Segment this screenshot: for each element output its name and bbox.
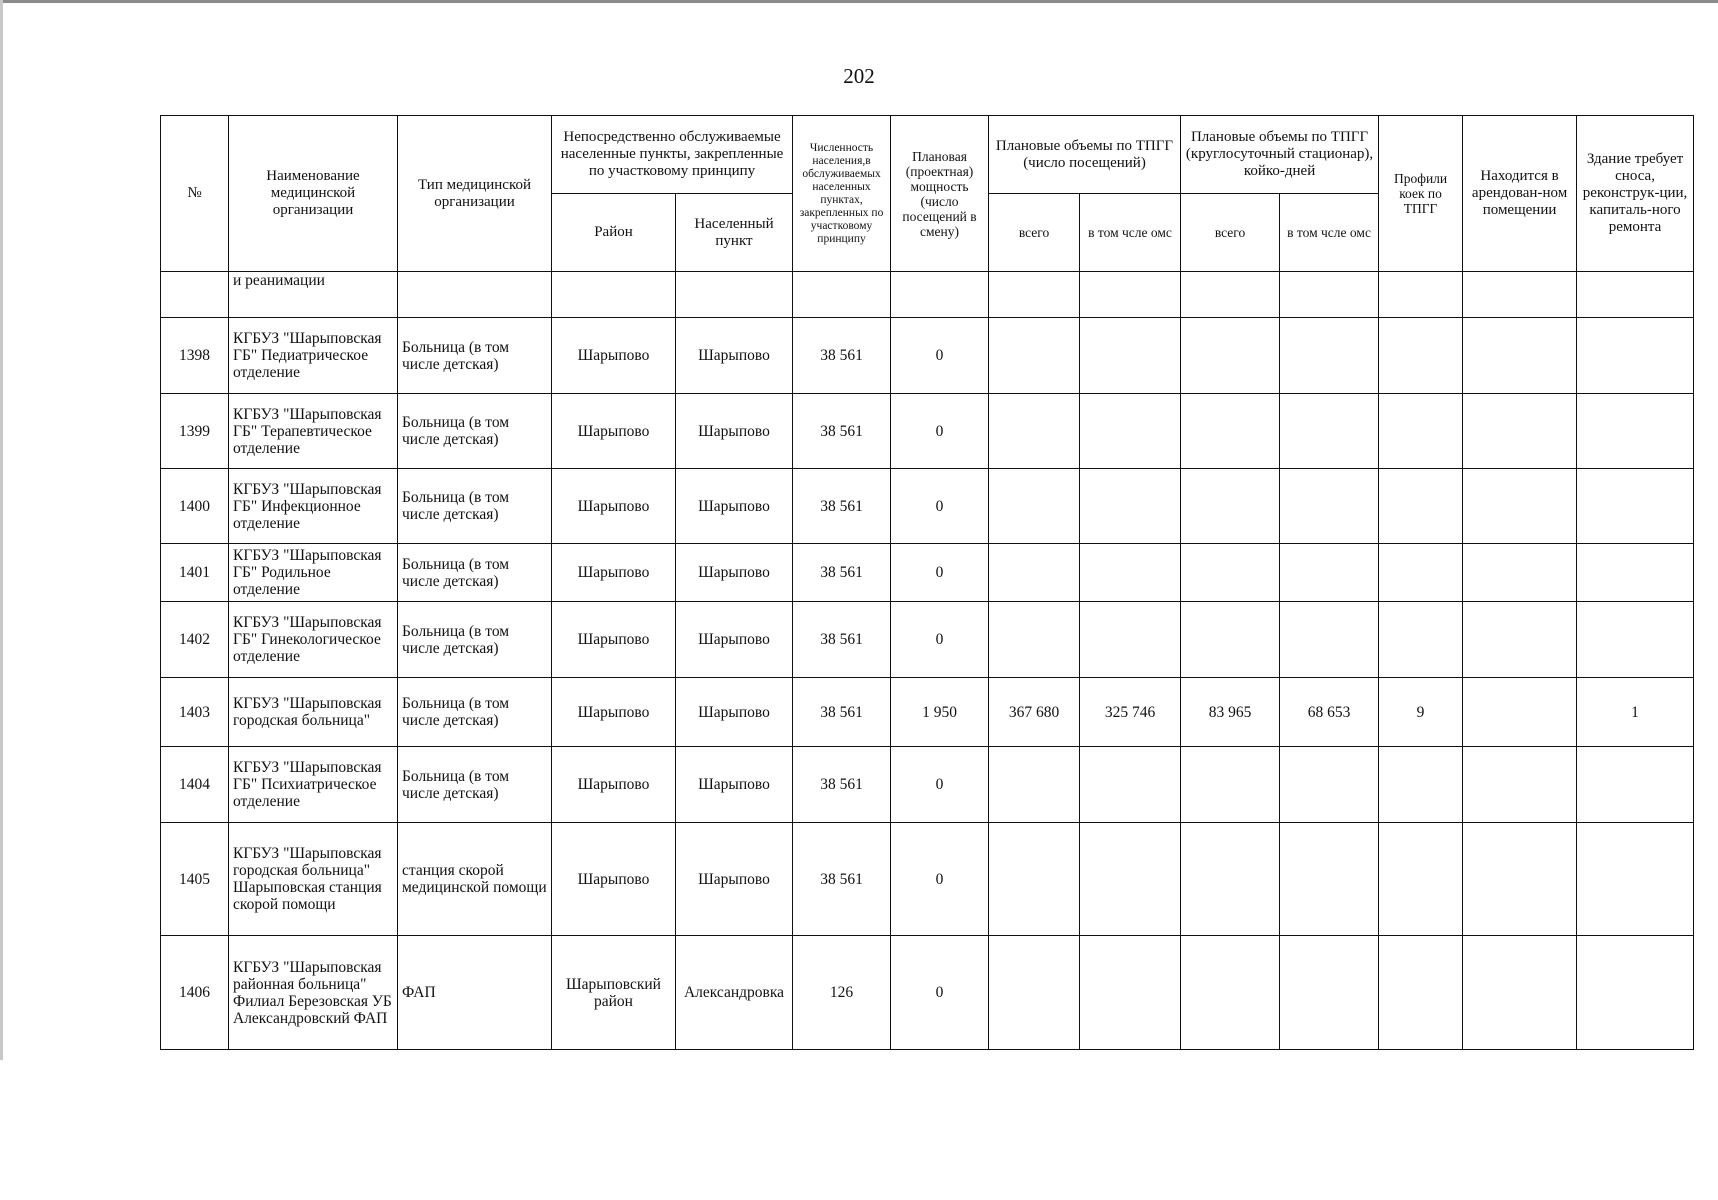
table-row: [161, 544, 1694, 602]
cell-beds-oms: [1280, 544, 1379, 602]
header-district: Район: [552, 194, 676, 272]
cell-population: 38 561: [793, 318, 891, 394]
cell-num: 1401: [161, 544, 229, 602]
table-header: [161, 116, 1694, 272]
header-name: Наименование медицинской организации: [229, 116, 398, 272]
continuation-row: [161, 272, 1694, 318]
header-num: №: [161, 116, 229, 272]
cell-settlement: Александровка: [676, 936, 793, 1050]
cell-capacity: 1 950: [891, 678, 989, 747]
cell-type: ФАП: [398, 936, 552, 1050]
cell-district: Шарыпово: [552, 678, 676, 747]
cell-district: Шарыпово: [552, 823, 676, 936]
cell-num: 1405: [161, 823, 229, 936]
cell-type: Больница (в том числе детская): [398, 394, 552, 469]
cell-visits-total: 367 680: [989, 678, 1080, 747]
cell-population: 38 561: [793, 394, 891, 469]
cell-settlement: Шарыпово: [676, 469, 793, 544]
cell-rented: [1463, 823, 1577, 936]
cell-rented: [1463, 318, 1577, 394]
cell-type: Больница (в том числе детская): [398, 678, 552, 747]
header-rented: Находится в арендован-ном помещении: [1463, 116, 1577, 272]
cell-profiles: [1379, 602, 1463, 678]
cell-capacity: 0: [891, 823, 989, 936]
cell-num: 1403: [161, 678, 229, 747]
cell-capacity: 0: [891, 602, 989, 678]
cell-demolition: [1577, 394, 1694, 469]
cell-profiles: [1379, 936, 1463, 1050]
table-row: [161, 823, 1694, 936]
table-row: [161, 318, 1694, 394]
cell-demolition: [1577, 823, 1694, 936]
cell-profiles: [1379, 544, 1463, 602]
cell-beds-total: [1181, 394, 1280, 469]
cell-population: 38 561: [793, 544, 891, 602]
cell-beds-total: [1181, 823, 1280, 936]
cell-demolition: [1577, 602, 1694, 678]
cell-settlement: Шарыпово: [676, 678, 793, 747]
cell-num: 1399: [161, 394, 229, 469]
cell-beds-total: 83 965: [1181, 678, 1280, 747]
table-row: [161, 936, 1694, 1050]
table-body: [161, 272, 1694, 1050]
cell-demolition: [1577, 469, 1694, 544]
header-visits-total: всего: [989, 194, 1080, 272]
cell-num: 1398: [161, 318, 229, 394]
cell-settlement: Шарыпово: [676, 823, 793, 936]
cell-profiles: [1379, 823, 1463, 936]
cell-name: КГБУЗ "Шарыповская ГБ" Педиатрическое отделение: [229, 318, 398, 394]
header-type: Тип медицинской организации: [398, 116, 552, 272]
cell-settlement: Шарыпово: [676, 394, 793, 469]
cell-population: 38 561: [793, 747, 891, 823]
cell-capacity: 0: [891, 394, 989, 469]
cell-visits-oms: [1080, 602, 1181, 678]
page-number: 202: [843, 64, 875, 88]
cell-visits-oms: [1080, 318, 1181, 394]
cell-rented: [1463, 469, 1577, 544]
cell-beds-oms: 68 653: [1280, 678, 1379, 747]
cell-type: Больница (в том числе детская): [398, 318, 552, 394]
header-beds-group: Плановые объемы по ТПГГ (круглосуточный стационар), койко-дней: [1181, 116, 1379, 194]
cell-district: Шарыпово: [552, 469, 676, 544]
cell-settlement: Шарыпово: [676, 544, 793, 602]
cell-visits-total: [989, 602, 1080, 678]
cell-capacity: 0: [891, 747, 989, 823]
cell-district: Шарыпово: [552, 602, 676, 678]
cell-type: Больница (в том числе детская): [398, 602, 552, 678]
cell-district: Шарыпово: [552, 544, 676, 602]
table-row: [161, 469, 1694, 544]
cell-demolition: [1577, 544, 1694, 602]
cell-population: 38 561: [793, 469, 891, 544]
table-row: [161, 747, 1694, 823]
cell-demolition: 1: [1577, 678, 1694, 747]
cell-demolition: [1577, 747, 1694, 823]
cell-district: Шарыпово: [552, 394, 676, 469]
cell-population: 38 561: [793, 823, 891, 936]
cell-visits-oms: [1080, 394, 1181, 469]
cell-visits-total: [989, 318, 1080, 394]
cell-name: КГБУЗ "Шарыповская ГБ" Инфекционное отделение: [229, 469, 398, 544]
cell-beds-total: [1181, 469, 1280, 544]
cell-demolition: [1577, 936, 1694, 1050]
cell-rented: [1463, 544, 1577, 602]
cell-district: Шарыповский район: [552, 936, 676, 1050]
cell-rented: [1463, 602, 1577, 678]
header-served-group: Непосредственно обслуживаемые населенные пункты, закрепленные по участковому принципу: [552, 116, 793, 194]
cell-visits-oms: 325 746: [1080, 678, 1181, 747]
table-row: [161, 394, 1694, 469]
cell-beds-oms: [1280, 318, 1379, 394]
scan-top-edge: [0, 0, 1718, 3]
cell-capacity: 0: [891, 318, 989, 394]
cell-profiles: [1379, 747, 1463, 823]
cell-profiles: [1379, 394, 1463, 469]
cell-visits-total: [989, 544, 1080, 602]
cell-beds-total: [1181, 747, 1280, 823]
cell-num: 1400: [161, 469, 229, 544]
header-visits-group: Плановые объемы по ТПГГ (число посещений): [989, 116, 1181, 194]
cell-visits-oms: [1080, 747, 1181, 823]
cell-rented: [1463, 678, 1577, 747]
cell-beds-oms: [1280, 469, 1379, 544]
cell-name: КГБУЗ "Шарыповская городская больница": [229, 678, 398, 747]
header-settlement: Населенный пункт: [676, 194, 793, 272]
medical-organizations-table: [160, 115, 1694, 1050]
cell-capacity: 0: [891, 936, 989, 1050]
cell-settlement: Шарыпово: [676, 747, 793, 823]
cell-beds-total: [1181, 544, 1280, 602]
cell-num: 1402: [161, 602, 229, 678]
cell-type: Больница (в том числе детская): [398, 544, 552, 602]
cell-name: КГБУЗ "Шарыповская городская больница" Шарыповская станция скорой помощи: [229, 823, 398, 936]
cell-visits-total: [989, 747, 1080, 823]
header-capacity: Плановая (проектная) мощность (число посещений в смену): [891, 116, 989, 272]
cell-beds-oms: [1280, 936, 1379, 1050]
cell-capacity: 0: [891, 544, 989, 602]
cell-settlement: Шарыпово: [676, 602, 793, 678]
cell-population: 126: [793, 936, 891, 1050]
cell-name: и реанимации: [229, 272, 398, 318]
cell-name: КГБУЗ "Шарыповская ГБ" Психиатрическое отделение: [229, 747, 398, 823]
header-beds-oms: в том чсле омс: [1280, 194, 1379, 272]
cell-name: КГБУЗ "Шарыповская ГБ" Гинекологическое отделение: [229, 602, 398, 678]
cell-visits-oms: [1080, 544, 1181, 602]
table-row: [161, 678, 1694, 747]
cell-beds-total: [1181, 318, 1280, 394]
cell-profiles: 9: [1379, 678, 1463, 747]
cell-name: КГБУЗ "Шарыповская ГБ" Терапевтическое отделение: [229, 394, 398, 469]
cell-visits-total: [989, 394, 1080, 469]
cell-type: Больница (в том числе детская): [398, 747, 552, 823]
cell-profiles: [1379, 469, 1463, 544]
cell-beds-oms: [1280, 602, 1379, 678]
header-beds-total: всего: [1181, 194, 1280, 272]
cell-beds-oms: [1280, 394, 1379, 469]
cell-visits-oms: [1080, 823, 1181, 936]
cell-type: станция скорой медицинской помощи: [398, 823, 552, 936]
cell-demolition: [1577, 318, 1694, 394]
cell-visits-total: [989, 823, 1080, 936]
cell-type: Больница (в том числе детская): [398, 469, 552, 544]
cell-beds-oms: [1280, 823, 1379, 936]
cell-population: 38 561: [793, 678, 891, 747]
cell-beds-oms: [1280, 747, 1379, 823]
cell-num: 1404: [161, 747, 229, 823]
cell-profiles: [1379, 318, 1463, 394]
cell-rented: [1463, 394, 1577, 469]
cell-population: 38 561: [793, 602, 891, 678]
header-profiles: Профили коек по ТПГГ: [1379, 116, 1463, 272]
table-row: [161, 602, 1694, 678]
cell-capacity: 0: [891, 469, 989, 544]
cell-num: [161, 272, 229, 318]
header-demolition: Здание требует сноса, реконструк-ции, капиталь-ного ремонта: [1577, 116, 1694, 272]
cell-district: Шарыпово: [552, 747, 676, 823]
scan-left-edge: [0, 0, 3, 1060]
cell-beds-total: [1181, 936, 1280, 1050]
cell-beds-total: [1181, 602, 1280, 678]
cell-name: КГБУЗ "Шарыповская районная больница" Филиал Березовская УБ Александровский ФАП: [229, 936, 398, 1050]
cell-name: КГБУЗ "Шарыповская ГБ" Родильное отделение: [229, 544, 398, 602]
cell-rented: [1463, 936, 1577, 1050]
cell-visits-oms: [1080, 469, 1181, 544]
cell-visits-total: [989, 936, 1080, 1050]
cell-visits-oms: [1080, 936, 1181, 1050]
header-visits-oms: в том чсле омс: [1080, 194, 1181, 272]
cell-rented: [1463, 747, 1577, 823]
cell-settlement: Шарыпово: [676, 318, 793, 394]
cell-visits-total: [989, 469, 1080, 544]
cell-num: 1406: [161, 936, 229, 1050]
cell-district: Шарыпово: [552, 318, 676, 394]
header-population: Численность населения,в обслуживаемых населенных пунктах, закрепленных по участковому принципу: [793, 116, 891, 272]
